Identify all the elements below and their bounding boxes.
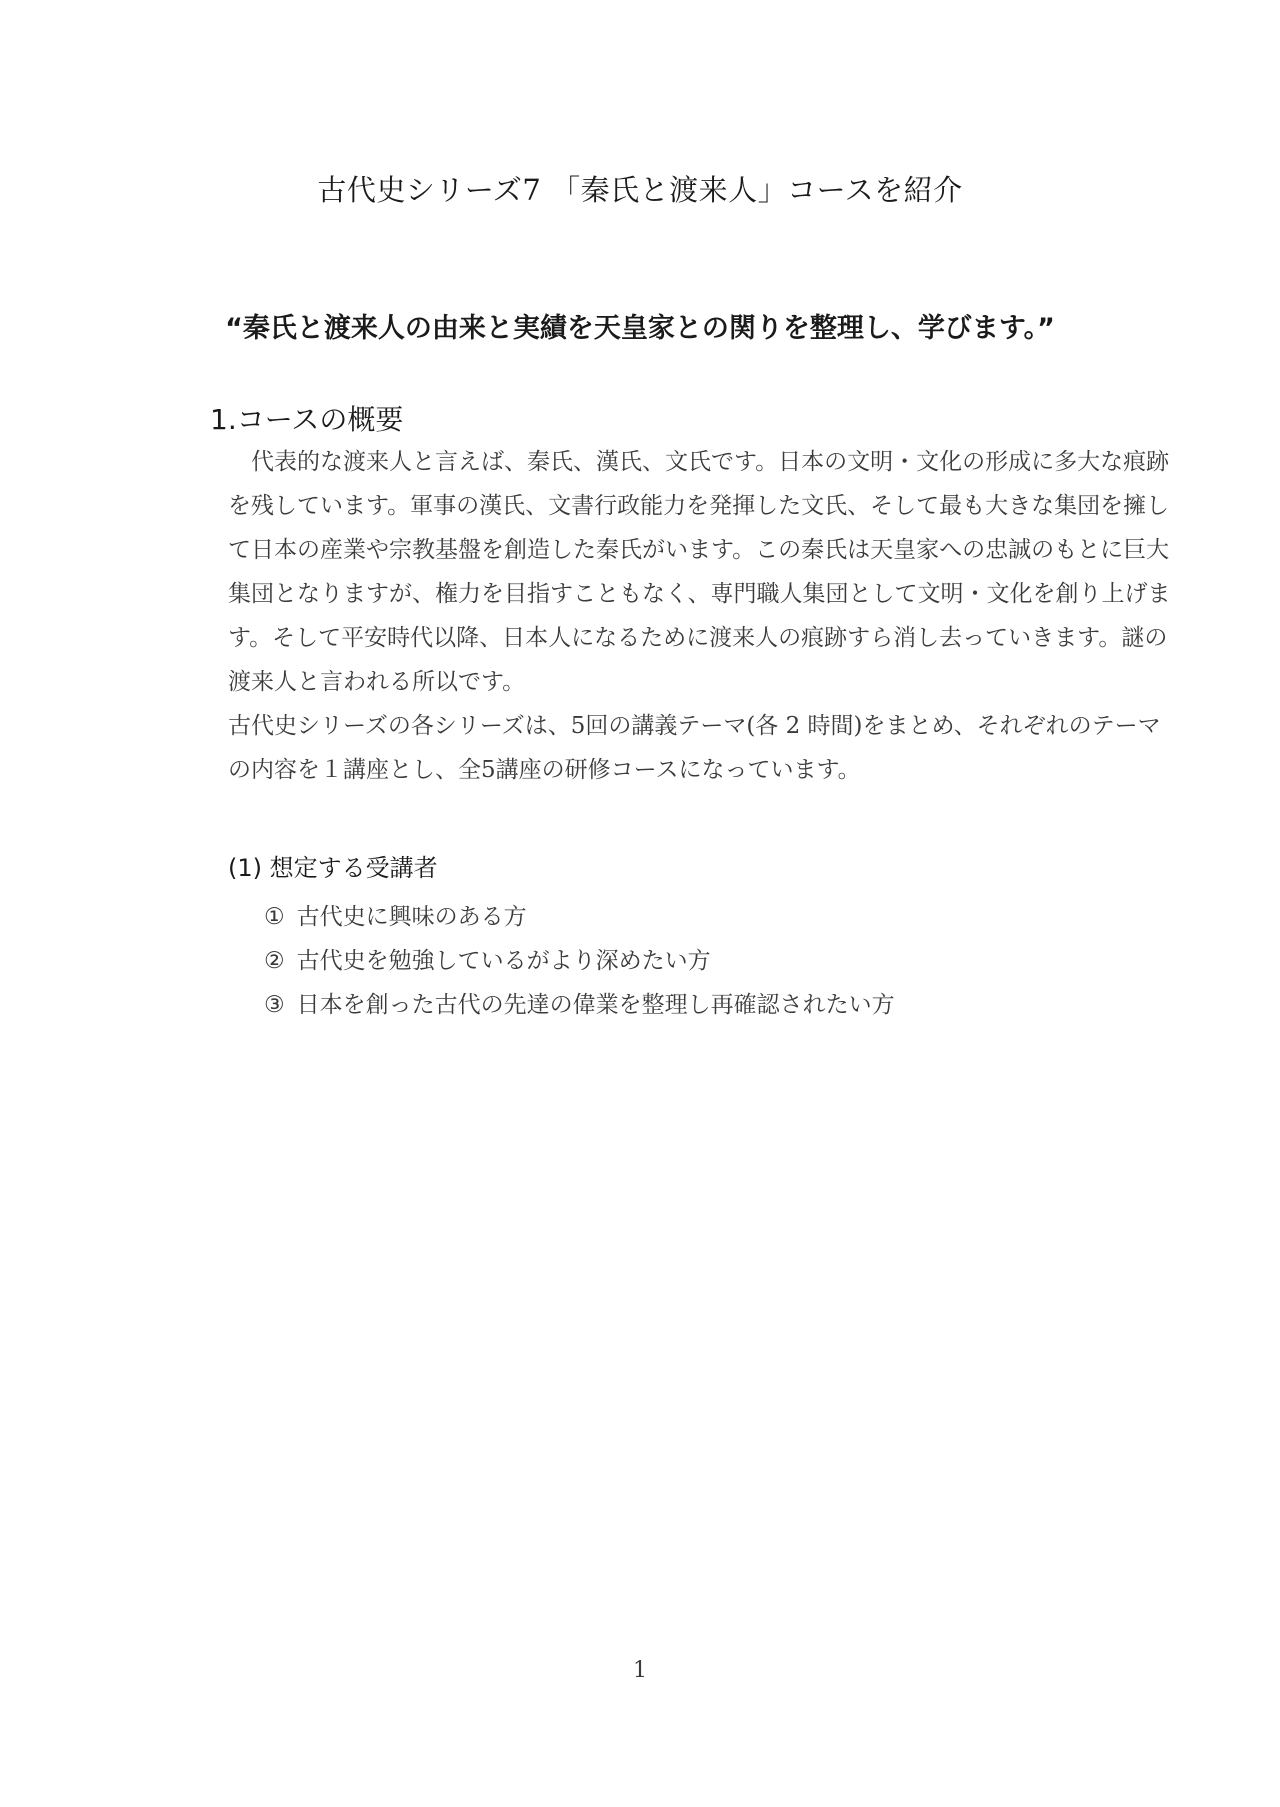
list-item-text: 日本を創った古代の先達の偉業を整理し再確認されたい方 xyxy=(296,992,895,1018)
list-marker: ③ xyxy=(264,992,285,1018)
list-item xyxy=(264,895,895,939)
list-marker: ① xyxy=(264,904,285,930)
overview-body xyxy=(228,440,1180,792)
list-item-text: 古代史に興味のある方 xyxy=(296,904,527,930)
overview-paragraph: 古代史シリーズの各シリーズは、5回の講義テーマ(各 2 時間)をまとめ、それぞれのテーマの内容を１講座とし、全5講座の研修コースになっています。 xyxy=(228,713,1161,783)
list-item xyxy=(264,983,895,1027)
subsection-heading-audience: (1) 想定する受講者 xyxy=(228,854,438,882)
list-item xyxy=(264,939,895,983)
list-item-text: 古代史を勉強しているがより深めたい方 xyxy=(296,948,711,974)
list-marker: ② xyxy=(264,948,285,974)
page-number: 1 xyxy=(633,1658,647,1683)
audience-list xyxy=(264,895,895,1027)
document-title: 古代史シリーズ7 「秦氏と渡来人」コースを紹介 xyxy=(317,173,963,207)
course-tagline: “秦氏と渡来人の由来と実績を天皇家との関りを整理し、学びます。” xyxy=(225,313,1055,344)
overview-paragraph: 代表的な渡来人と言えば、秦氏、漢氏、文氏です。日本の文明・文化の形成に多大な痕跡を残しています。軍事の漢氏、文書行政能力を発揮した文氏、そして最も大きな集団を擁して日本の産業や宗教基盤を創造した秦氏がいます。この秦氏は天皇家への忠誠のもとに巨大集団となりますが、権力を目指すこともなく、専門職人集団として文明・文化を創り上げます。そして平安時代以降、日本人になるために渡来人の痕跡すら消し去っていきます。謎の渡来人と言われる所以です。 xyxy=(228,449,1171,695)
section-heading-overview: 1.コースの概要 xyxy=(210,403,404,436)
